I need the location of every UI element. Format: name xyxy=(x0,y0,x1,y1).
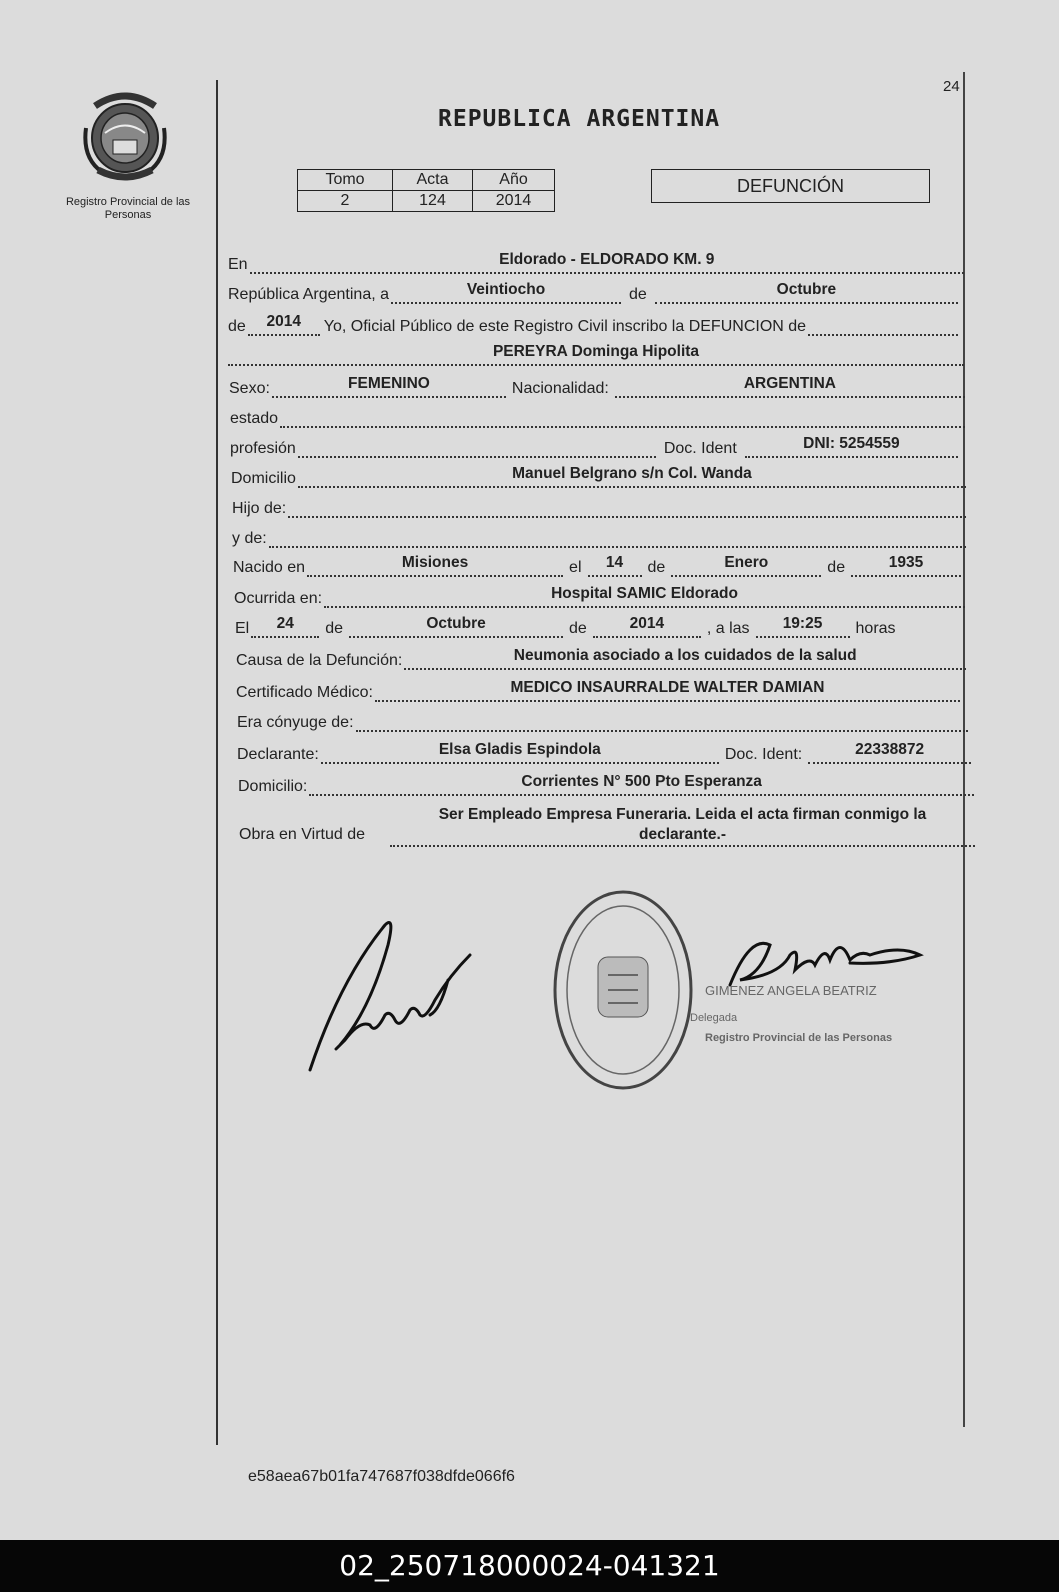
emblem-label: Registro Provincial de las Personas xyxy=(65,196,191,221)
ocurrida-field: Hospital SAMIC Eldorado xyxy=(324,584,965,608)
ref-value-anio: 2014 xyxy=(473,191,555,212)
nac-dia-field: 14 xyxy=(588,553,642,577)
decl-domicilio-label: Domicilio: xyxy=(238,778,308,795)
document-title: REPUBLICA ARGENTINA xyxy=(438,106,721,132)
inscribe-tail-field xyxy=(808,312,958,336)
anio-field: 2014 xyxy=(248,312,320,336)
nacionalidad-label: Nacionalidad: xyxy=(511,380,609,397)
row-decl-domicilio xyxy=(238,772,974,796)
row-nombre xyxy=(228,342,964,366)
row-fecha-defuncion xyxy=(235,614,968,638)
causa-field: Neumonia asociado a los cuidados de la salud xyxy=(404,646,966,670)
nac-de-label: de xyxy=(647,559,666,576)
official-signature-and-stamp xyxy=(690,915,950,1065)
domicilio-field: Manuel Belgrano s/n Col. Wanda xyxy=(298,464,966,488)
row-causa xyxy=(236,646,966,670)
svg-text:Registro Provincial de las Per: Registro Provincial de las Personas xyxy=(705,1032,893,1044)
nacido-field: Misiones xyxy=(307,553,563,577)
certificado-label: Certificado Médico: xyxy=(236,684,373,701)
obra-field xyxy=(390,805,975,847)
en-field: Eldorado - ELDORADO KM. 9 xyxy=(250,250,964,274)
record-type-box: DEFUNCIÓN xyxy=(651,169,930,203)
scan-id-bar: 02_250718000024-041321 xyxy=(0,1540,1059,1592)
inscribe-label: Yo, Oficial Público de este Registro Civil inscribo la DEFUNCION de xyxy=(323,318,807,335)
causa-label: Causa de la Defunción: xyxy=(236,652,403,669)
ocurrida-label: Ocurrida en: xyxy=(234,590,323,607)
def-anio-field: 2014 xyxy=(593,614,701,638)
row-nacido xyxy=(233,553,961,577)
province-emblem-icon xyxy=(80,88,170,184)
row-estado xyxy=(230,404,965,428)
mes-field: Octubre xyxy=(655,280,958,304)
doc-field: DNI: 5254559 xyxy=(745,434,958,458)
hijo-field xyxy=(288,494,966,518)
el-label: el xyxy=(569,559,582,576)
horas-label: horas xyxy=(855,620,896,637)
row-inscribe xyxy=(228,312,958,336)
ref-header-anio: Año xyxy=(473,170,555,191)
obra-line-1: Ser Empleado Empresa Funeraria. Leida el acta firman conmigo la xyxy=(438,806,927,823)
def-de-label: de xyxy=(325,620,344,637)
certificado-field: MEDICO INSAURRALDE WALTER DAMIAN xyxy=(375,678,960,702)
y-de-label: y de: xyxy=(232,530,267,547)
decl-domicilio-field: Corrientes N° 500 Pto Esperanza xyxy=(309,772,974,796)
page-number: 24 xyxy=(943,78,960,95)
def-mes-field: Octubre xyxy=(349,614,563,638)
row-hijo xyxy=(232,494,966,518)
ref-header-tomo: Tomo xyxy=(298,170,393,191)
de2-label: de xyxy=(228,318,246,335)
nac-de2-label: de xyxy=(827,559,846,576)
ref-header-acta: Acta xyxy=(393,170,473,191)
reference-table xyxy=(297,169,555,212)
row-declarante xyxy=(237,740,971,764)
decl-doc-field: 22338872 xyxy=(808,740,971,764)
nac-mes-field: Enero xyxy=(671,553,821,577)
declarante-field: Elsa Gladis Espindola xyxy=(321,740,719,764)
en-label: En xyxy=(228,256,248,273)
ref-value-acta: 124 xyxy=(393,191,473,212)
registry-seal-icon xyxy=(548,885,698,1095)
row-conyuge xyxy=(237,708,968,732)
nac-anio-field: 1935 xyxy=(851,553,961,577)
nacido-label: Nacido en xyxy=(233,559,306,576)
hora-field: 19:25 xyxy=(756,614,850,638)
conyuge-field xyxy=(356,708,968,732)
def-dia-field: 24 xyxy=(251,614,319,638)
y-de-field xyxy=(269,524,966,548)
obra-label: Obra en Virtud de xyxy=(239,826,366,843)
decl-doc-label: Doc. Ident: xyxy=(724,746,803,763)
doc-label: Doc. Ident xyxy=(663,440,737,457)
nacionalidad-field: ARGENTINA xyxy=(615,374,965,398)
republica-label: República Argentina, a xyxy=(228,286,389,303)
obra-line-2: declarante.- xyxy=(390,825,975,847)
profesion-label: profesión xyxy=(230,440,296,457)
hijo-label: Hijo de: xyxy=(232,500,287,517)
row-fecha-acta xyxy=(228,280,958,304)
sexo-field: FEMENINO xyxy=(272,374,506,398)
def-de2-label: de xyxy=(569,620,587,637)
domicilio-label: Domicilio xyxy=(231,470,296,487)
row-y-de xyxy=(232,524,966,548)
estado-field xyxy=(280,404,965,428)
row-domicilio xyxy=(231,464,966,488)
row-certificado xyxy=(236,678,960,702)
de-label: de xyxy=(629,286,647,303)
nombre-field: PEREYRA Dominga Hipolita xyxy=(228,342,964,366)
sexo-label: Sexo: xyxy=(229,380,270,397)
el2-label: El xyxy=(235,620,250,637)
svg-text:Delegada: Delegada xyxy=(690,1012,738,1024)
declarante-label: Declarante: xyxy=(237,746,319,763)
estado-label: estado xyxy=(230,410,279,427)
svg-text:GIMENEZ ANGELA BEATRIZ: GIMENEZ ANGELA BEATRIZ xyxy=(705,983,877,998)
conyuge-label: Era cónyuge de: xyxy=(237,714,354,731)
declarant-signature xyxy=(300,920,490,1080)
row-profesion xyxy=(230,434,958,458)
left-margin-line xyxy=(216,80,218,1445)
row-ocurrida xyxy=(234,584,965,608)
profesion-field xyxy=(298,434,656,458)
dia-field: Veintiocho xyxy=(391,280,621,304)
row-sexo xyxy=(229,374,965,398)
document-hash: e58aea67b01fa747687f038dfde066f6 xyxy=(248,1468,515,1485)
ref-value-tomo: 2 xyxy=(298,191,393,212)
row-en xyxy=(228,250,964,274)
alas-label: , a las xyxy=(706,620,750,637)
